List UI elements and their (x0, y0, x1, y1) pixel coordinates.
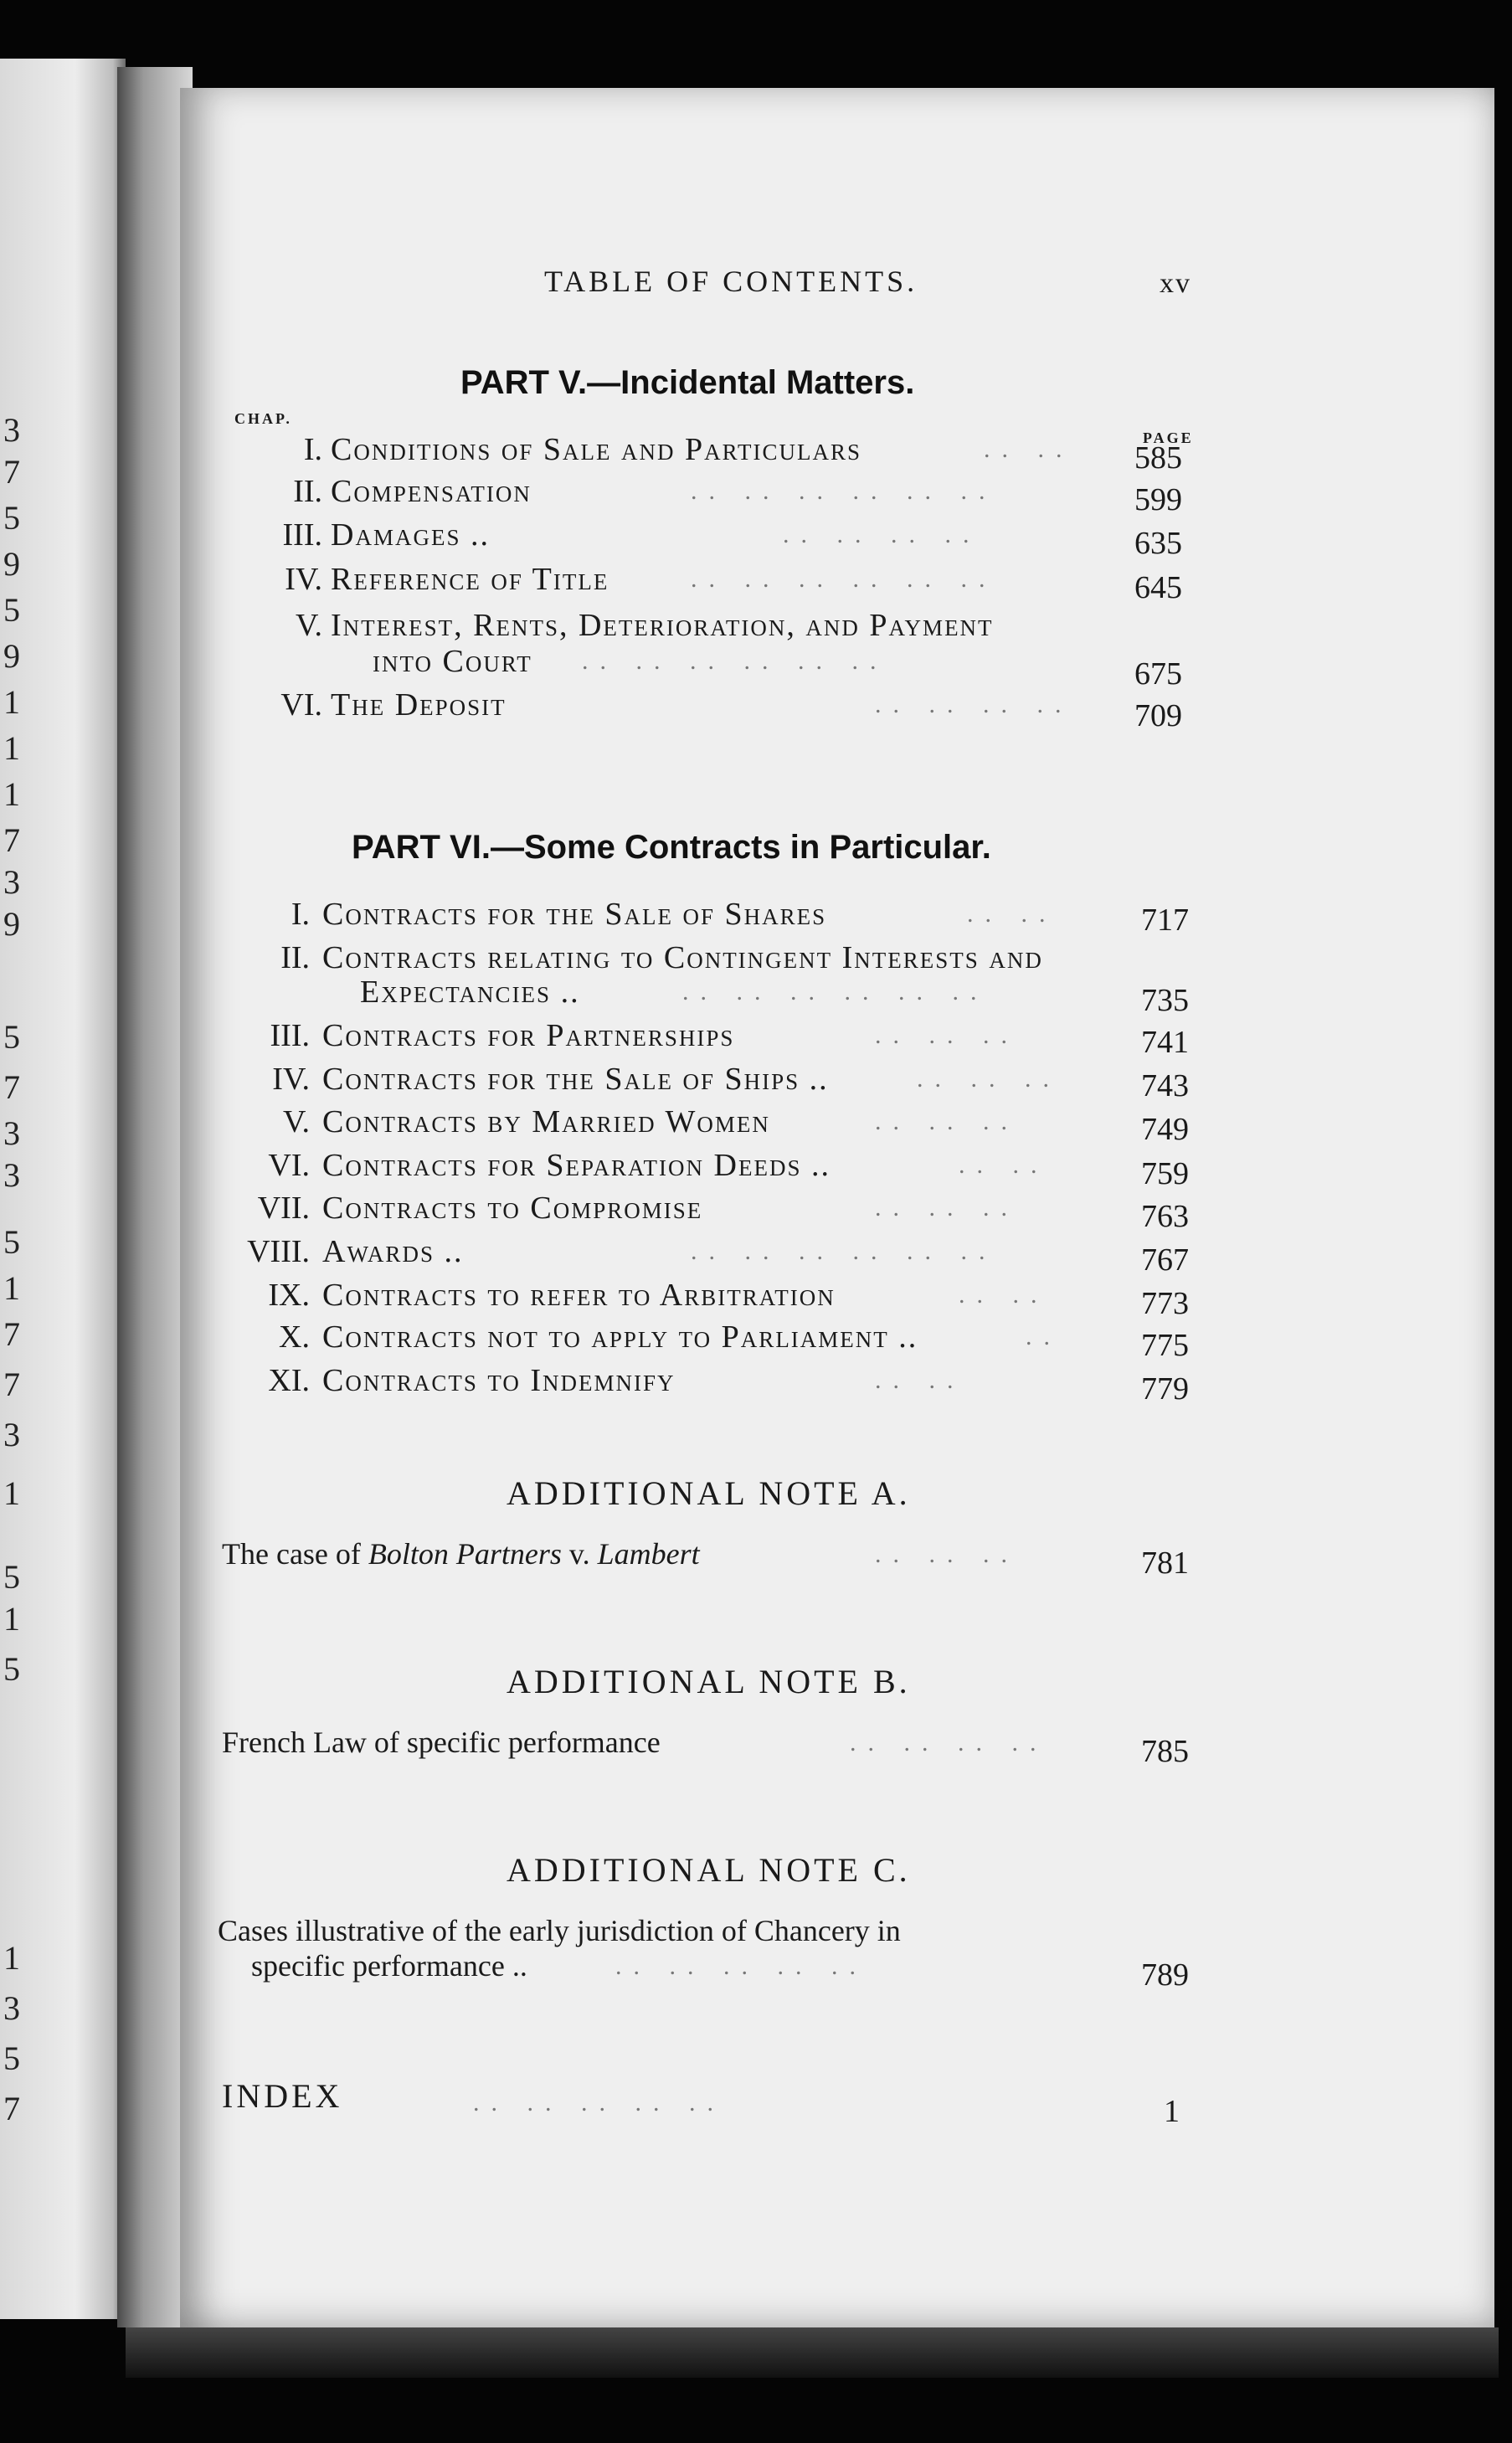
leader-dots: .. .. .. .. .. .. (682, 978, 989, 1005)
part-vi-heading: PART VI.—Some Contracts in Particular. (352, 829, 991, 866)
note-a-versus: v. (561, 1537, 598, 1571)
entry-title: Awards .. (322, 1234, 464, 1269)
edge-char: 1 (3, 1474, 20, 1512)
entry-page: 743 (1141, 1068, 1189, 1103)
edge-char: 5 (3, 591, 20, 629)
entry-number: VII. (257, 1191, 310, 1226)
edge-char: 1 (3, 775, 20, 813)
edge-char: 3 (3, 1156, 20, 1194)
entry-page: 735 (1141, 983, 1189, 1018)
edge-char: 5 (3, 1018, 20, 1056)
edge-char: 3 (3, 1416, 20, 1453)
note-b-heading: ADDITIONAL NOTE B. (507, 1663, 911, 1700)
index-page: 1 (1164, 2094, 1180, 2129)
page-number: xv (1160, 268, 1191, 299)
edge-char: 9 (3, 637, 20, 675)
leader-dots: .. .. (959, 1151, 1049, 1179)
page-bottom-shadow (126, 2327, 1499, 2378)
note-b-text: French Law of specific performance (222, 1726, 661, 1759)
note-a-page: 781 (1141, 1546, 1189, 1581)
entry-title: Damages .. (331, 517, 490, 553)
leader-dots: .. .. .. .. .. .. (691, 1237, 997, 1265)
entry-page: 763 (1141, 1199, 1189, 1234)
edge-char: 3 (3, 1989, 20, 2027)
entry-page: 759 (1141, 1156, 1189, 1191)
entry-page: 741 (1141, 1025, 1189, 1060)
note-c-page: 789 (1141, 1957, 1189, 1993)
leader-dots: .. .. .. (917, 1065, 1061, 1093)
entry-number: V. (282, 1104, 310, 1139)
index-label: INDEX (222, 2077, 343, 2115)
leader-dots: .. .. .. .. .. .. (691, 477, 997, 505)
entry-page: 675 (1134, 656, 1182, 692)
entry-number: IX. (268, 1278, 310, 1313)
leader-dots: .. .. .. (875, 1108, 1019, 1135)
edge-char: 7 (3, 821, 20, 859)
entry-page: 599 (1134, 482, 1182, 517)
edge-char: 1 (3, 729, 20, 767)
entry-title: Interest, Rents, Deterioration, and Payment (331, 608, 994, 643)
entry-title: Contracts by Married Women (322, 1104, 770, 1139)
edge-char: 7 (3, 1366, 20, 1403)
entry-page: 717 (1141, 903, 1189, 938)
leader-dots: .. .. (875, 1366, 965, 1394)
page-label: PAGE (1143, 429, 1194, 446)
leader-dots: .. .. .. .. .. (615, 1952, 867, 1980)
leader-dots: .. .. .. .. .. .. (691, 565, 997, 593)
entry-number: III. (282, 517, 322, 553)
edge-char: 5 (3, 2039, 20, 2077)
entry-page: 635 (1134, 526, 1182, 561)
edge-char: 1 (3, 1600, 20, 1638)
chap-label: CHAP. (234, 410, 292, 427)
entry-number: II. (293, 474, 322, 509)
entry-title: Contracts relating to Contingent Interests and (322, 940, 1043, 975)
entry-title: Reference of Title (331, 562, 609, 597)
entry-page: 779 (1141, 1371, 1189, 1407)
entry-number: I. (303, 432, 322, 467)
running-header: TABLE OF CONTENTS. (544, 265, 918, 298)
leader-dots: .. .. .. .. (850, 1729, 1048, 1756)
note-a-heading: ADDITIONAL NOTE A. (507, 1474, 911, 1512)
note-a-text (222, 1536, 700, 1571)
leader-dots: .. .. .. .. .. (473, 2089, 725, 2116)
leader-dots: .. .. .. (875, 1540, 1019, 1568)
leader-dots: .. (1026, 1323, 1062, 1350)
note-c-text-continued: specific performance .. (251, 1949, 527, 1983)
note-a-case-party-1: Bolton Partners (368, 1537, 562, 1571)
entry-page: 749 (1141, 1112, 1189, 1147)
leader-dots: .. .. .. .. .. .. (582, 647, 888, 675)
edge-char: 5 (3, 1223, 20, 1261)
leader-dots: .. .. (967, 900, 1057, 928)
entry-title: Contracts for the Sale of Shares (322, 897, 827, 932)
entry-title: The Deposit (331, 687, 507, 723)
leader-dots: .. .. (984, 435, 1074, 463)
note-a-prefix: The case of (222, 1537, 368, 1571)
entry-number: VI. (268, 1148, 310, 1183)
edge-char: 7 (3, 2090, 20, 2127)
entry-number: X. (279, 1319, 310, 1355)
entry-title: Contracts to Indemnify (322, 1363, 676, 1398)
entry-number: VI. (280, 687, 322, 723)
edge-char: 1 (3, 683, 20, 721)
edge-char: 7 (3, 1068, 20, 1106)
entry-title: Contracts for Partnerships (322, 1018, 735, 1053)
part-v-heading: PART V.—Incidental Matters. (460, 364, 915, 401)
entry-page: 645 (1134, 570, 1182, 605)
entry-title: Contracts to Compromise (322, 1191, 703, 1226)
left-page-edge (0, 59, 126, 2319)
entry-number: I. (291, 897, 310, 932)
leader-dots: .. .. .. (875, 1194, 1019, 1222)
entry-number: XI. (268, 1363, 310, 1398)
entry-title-continued: Expectancies .. (360, 975, 580, 1010)
entry-title: Contracts for Separation Deeds .. (322, 1148, 831, 1183)
leader-dots: .. .. .. (875, 1021, 1019, 1049)
leader-dots: .. .. (959, 1281, 1049, 1309)
edge-char: 1 (3, 1939, 20, 1977)
note-a-case-party-2: Lambert (597, 1537, 700, 1571)
edge-char: 5 (3, 499, 20, 537)
edge-char: 9 (3, 545, 20, 583)
entry-number: II. (280, 940, 310, 975)
note-b-page: 785 (1141, 1734, 1189, 1769)
entry-title: Contracts not to apply to Parliament .. (322, 1319, 918, 1355)
entry-number: III. (270, 1018, 310, 1053)
entry-page: 775 (1141, 1328, 1189, 1363)
edge-char: 3 (3, 1114, 20, 1152)
edge-char: 3 (3, 411, 20, 449)
edge-char: 9 (3, 905, 20, 943)
entry-page: 585 (1134, 440, 1182, 476)
leader-dots: .. .. .. .. (875, 691, 1073, 718)
edge-char: 7 (3, 453, 20, 491)
entry-number: VIII. (247, 1234, 310, 1269)
note-c-heading: ADDITIONAL NOTE C. (507, 1851, 911, 1889)
edge-char: 7 (3, 1315, 20, 1353)
entry-number: IV. (285, 562, 322, 597)
entry-title: Compensation (331, 474, 532, 509)
entry-title: Contracts for the Sale of Ships .. (322, 1062, 829, 1097)
entry-number: IV. (272, 1062, 310, 1097)
edge-char: 3 (3, 863, 20, 901)
entry-page: 767 (1141, 1242, 1189, 1278)
edge-char: 5 (3, 1558, 20, 1596)
book-page (180, 88, 1494, 2348)
entry-page: 773 (1141, 1286, 1189, 1321)
entry-title: Contracts to refer to Arbitration (322, 1278, 836, 1313)
entry-title-continued: into Court (373, 644, 532, 679)
edge-char: 1 (3, 1269, 20, 1307)
entry-number: V. (295, 608, 322, 643)
leader-dots: .. .. .. .. (783, 521, 981, 548)
entry-page: 709 (1134, 698, 1182, 733)
note-c-text: Cases illustrative of the early jurisdiction of Chancery in (218, 1914, 901, 1947)
entry-title: Conditions of Sale and Particulars (331, 432, 861, 467)
edge-char: 5 (3, 1650, 20, 1688)
